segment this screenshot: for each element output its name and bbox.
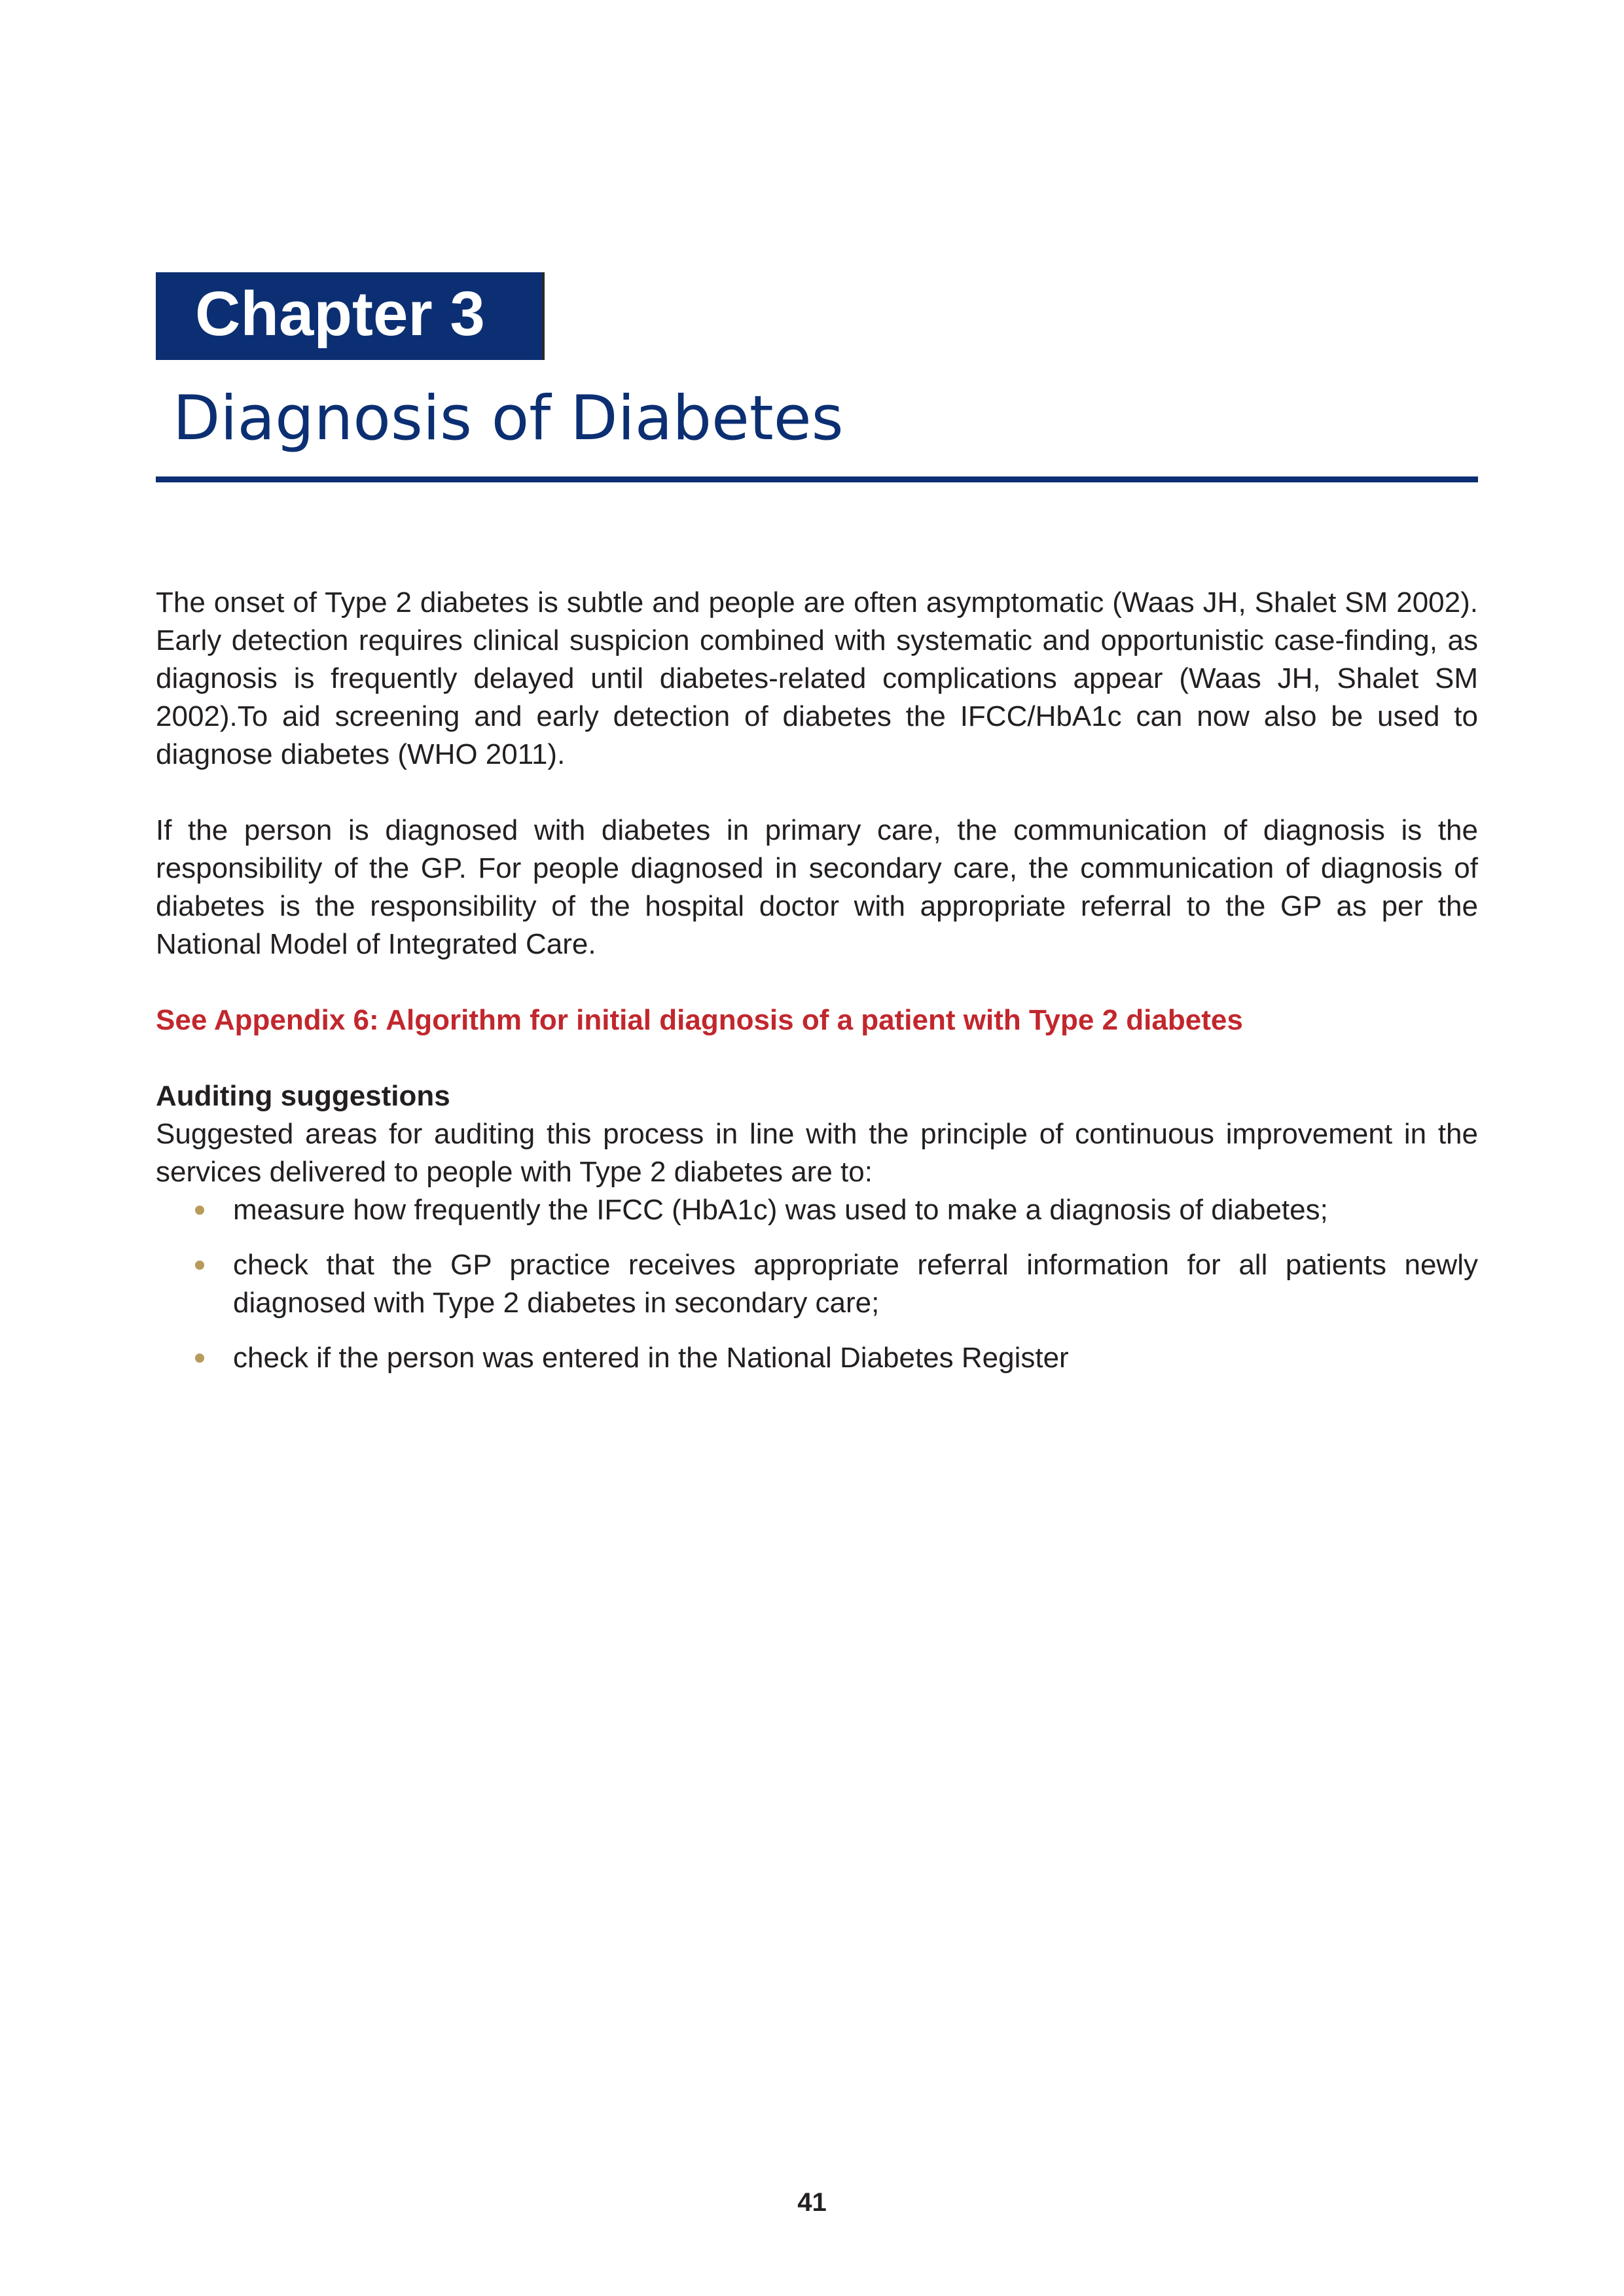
list-item-text: measure how frequently the IFCC (HbA1c) was used to make a diagnosis of diabetes; [233, 1194, 1328, 1226]
chapter-label: Chapter 3 [195, 279, 485, 349]
chapter-tab [156, 272, 545, 360]
bullet-dot-icon [195, 1206, 204, 1215]
paragraph-communication: If the person is diagnosed with diabetes in primary care, the communication of diagnosis is the responsibility of the GP. For people diagnosed in secondary care, the communication of diagnosis of diabetes is the responsibility of the hospital doctor with appropriate referral to the GP as per the National Model of Integrated Care. [156, 814, 1478, 960]
auditing-intro: Suggested areas for auditing this process in line with the principle of continuous improvement in the services delivered to people with Type 2 diabetes are to: [156, 1118, 1478, 1188]
bullet-dot-icon [195, 1261, 204, 1270]
bullet-dot-icon [195, 1354, 204, 1363]
title-divider [156, 476, 1478, 482]
page-title: Diagnosis of Diabetes [173, 383, 844, 454]
list-item [156, 1339, 1478, 1377]
appendix-6-link[interactable]: See Appendix 6: Algorithm for initial diagnosis of a patient with Type 2 diabetes [156, 1004, 1243, 1036]
auditing-list [156, 1191, 1478, 1377]
list-item [156, 1246, 1478, 1322]
list-item-text: check if the person was entered in the National Diabetes Register [233, 1342, 1069, 1374]
main-content [156, 584, 1478, 1377]
paragraph-onset: The onset of Type 2 diabetes is subtle and people are often asymptomatic (Waas JH, Shalet SM 2002). Early detection requires clinical suspicion combined with systematic and opportunistic case-finding, as diagnosis is frequently delayed until diabetes-related complications appear (Waas JH, Shalet SM 2002).To aid screening and early detection of diabetes the IFCC/HbA1c can now also be used to diagnose diabetes (WHO 2011). [156, 586, 1478, 770]
auditing-heading: Auditing suggestions [156, 1080, 450, 1112]
page-number: 41 [797, 2188, 827, 2217]
list-item [156, 1191, 1478, 1229]
list-item-text: check that the GP practice receives appropriate referral information for all patients newly diagnosed with Type 2 diabetes in secondary care; [233, 1249, 1478, 1319]
